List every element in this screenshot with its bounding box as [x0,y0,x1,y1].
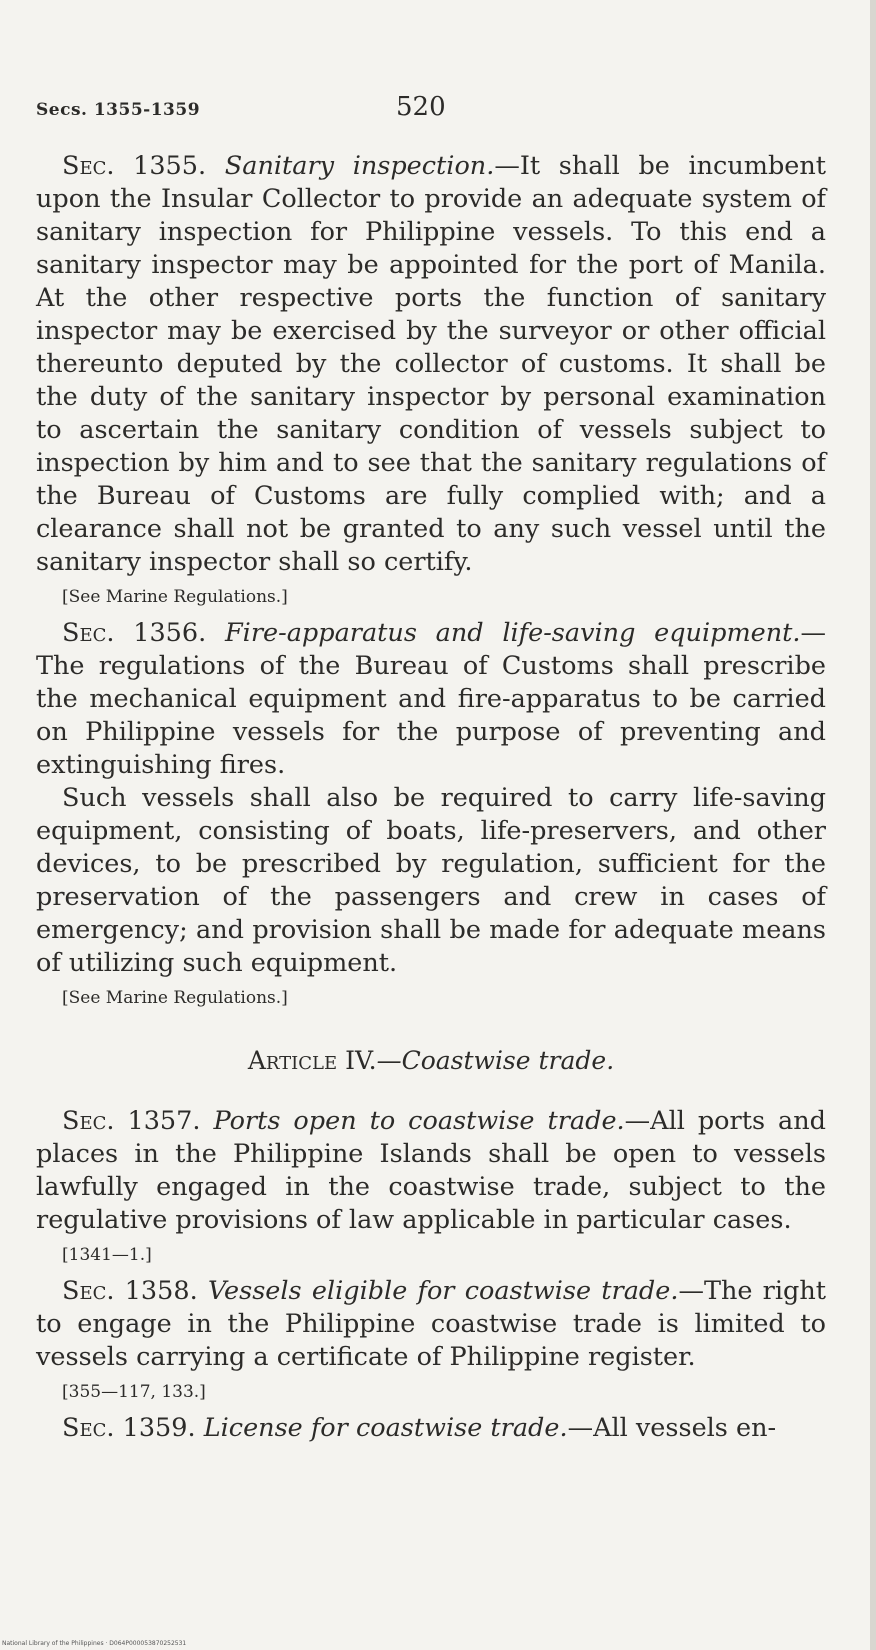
page-number: 520 [396,92,446,122]
section-label: Sec. 1357. [62,1106,201,1136]
section-range: Secs. 1355-1359 [36,100,201,120]
section-title: Fire-apparatus and life-saving equipment. [224,618,801,648]
section-1356-paragraph-2: Such vessels shall also be required to carry life-saving equipment, consisting of boats, life-preservers, and other devices, to be prescribed by regulation, sufficient for the preservation of the passengers and crew in cases of emergency; and provision shall be made for adequate means of utilizing such equipment. [36,783,826,978]
section-title: Ports open to coastwise trade. [213,1106,625,1136]
section-label: Sec. 1355. [62,151,207,181]
reference-note: [See Marine Regulations.] [62,587,288,607]
section-1356 [36,617,826,782]
section-label: Sec. 1358. [62,1276,198,1306]
section-body: —All vessels en- [567,1413,777,1443]
scan-footer: National Library of the Philippines · D064P000053870252531 [2,1640,187,1647]
section-title: Sanitary inspection. [224,151,495,181]
section-label: Sec. 1356. [62,618,207,648]
document-page [36,92,826,1445]
section-body: —The right to engage in the Philippine coastwise trade is limited to vessels carrying a certificate of Philippine register. [36,1276,827,1372]
scan-edge [870,0,876,1650]
section-1355 [36,150,826,579]
section-title: Vessels eligible for coastwise trade. [207,1276,679,1306]
article-heading [36,1046,826,1075]
reference-note: [1341—1.] [62,1245,152,1265]
article-label: Article IV. [247,1046,377,1075]
reference-note: [See Marine Regulations.] [62,988,288,1008]
section-body: —It shall be incumbent upon the Insular Collector to provide an adequate system of sanitary inspection for Philippine vessels. To this end a sanitary inspector may be appointed for the port of Manila. At the other respective ports the function of sanitary inspector may be exercised by the surveyor or other official thereunto deputed by the collector of customs. It shall be the duty of the sanitary inspector by personal examination to ascertain the sanitary condition of vessels subject to inspection by him and to see that the sanitary regulations of the Bureau of Customs are fully complied with; and a clearance shall not be granted to any such vessel until the sanitary inspector shall so certify. [36,151,827,577]
section-title: License for coastwise trade. [203,1413,568,1443]
section-1358 [36,1275,826,1374]
section-body: —All ports and places in the Philippine Islands shall be open to vessels lawfully engaged in the coastwise trade, subject to the regulative provisions of law applicable in particular cases. [36,1106,826,1235]
article-title: —Coastwise trade. [376,1046,615,1075]
section-1357 [36,1105,826,1237]
reference-note: [355—117, 133.] [62,1382,206,1402]
section-label: Sec. 1359. [62,1413,196,1443]
section-body: — The regulations of the Bureau of Customs shall prescribe the mechanical equipment and fire-apparatus to be carried on Philippine vessels for the purpose of preventing and extinguishing fires. [36,618,827,780]
section-1359 [36,1412,826,1445]
page-header [36,92,826,132]
